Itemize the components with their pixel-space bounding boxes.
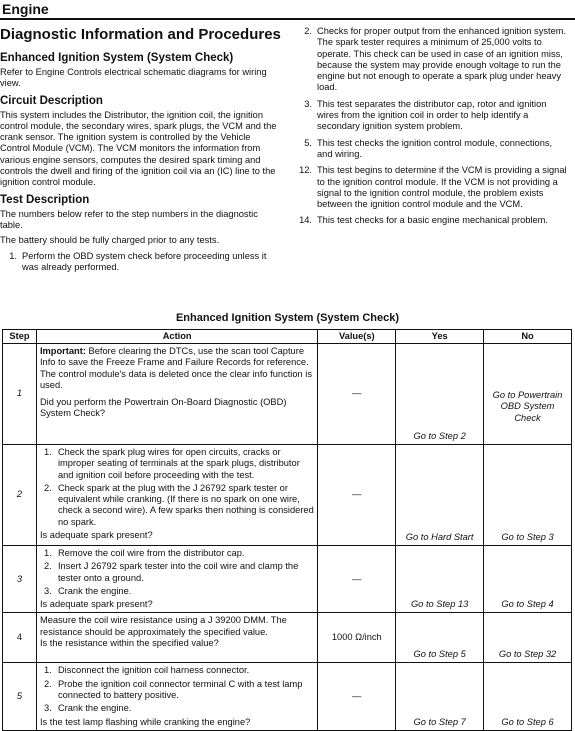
action-list <box>40 548 314 597</box>
action-item-number: 2. <box>43 678 52 689</box>
action-question: Is adequate spark present? <box>39 530 153 541</box>
item-text: This test begins to determine if the VCM is providing a signal to the ignition control module. If the VCM is not providing a signal to the ignition control module, the problem exists between the ignition control module and the VCM. <box>317 165 567 210</box>
no-cell: Go to Step 6 <box>484 663 572 730</box>
item-number: 12. <box>299 165 312 176</box>
action-question: Is the test lamp flashing while cranking the engine? <box>39 716 251 727</box>
no-cell: Go to Step 4 <box>484 546 572 613</box>
action-cell <box>36 613 317 663</box>
circuit-text: This system includes the Distributor, the ignition coil, the ignition control module, the secondary wires, spark plugs, the VCM and the crank sensor. The ignition system is controlled by the Vehicle Control Module (VCM). The VCM monitors the information from various engine sensors, computes the desired spark timing and controls the dwell and firing of the ignition coil via an (IC) line to the ignition control module. <box>0 109 277 188</box>
action-text: Measure the coil wire resistance using a J 39200 DMM. The resistance should be approximately the specified value. <box>39 615 287 637</box>
step-number: 3 <box>3 546 37 613</box>
section-header <box>0 0 575 20</box>
action-item-text: Remove the coil wire from the distributor cap. <box>57 548 245 558</box>
action-item-number: 2. <box>43 561 52 572</box>
action-item <box>40 447 314 481</box>
action-item <box>40 483 314 528</box>
circuit-heading: Circuit Description <box>0 94 103 107</box>
right-step-list <box>295 26 567 227</box>
yes-cell: Go to Step 7 <box>396 663 484 730</box>
table-row <box>3 663 572 730</box>
no-cell: Go to Step 32 <box>484 613 572 663</box>
no-cell: Go to Step 3 <box>484 445 572 546</box>
col-header-no: No <box>484 330 572 344</box>
action-cell <box>36 445 317 546</box>
item-number: 2. <box>304 26 312 36</box>
item-number: 1. <box>9 250 17 261</box>
action-item <box>40 679 314 702</box>
step-number: 5 <box>3 663 37 730</box>
value-cell: 1000 Ω/inch <box>318 613 396 663</box>
left-column <box>0 26 282 278</box>
action-item <box>40 703 314 714</box>
no-cell: Go to Powertrain OBD System Check <box>484 344 572 445</box>
action-item <box>40 665 314 676</box>
item-text: This test checks for a basic engine mechanical problem. <box>317 215 548 226</box>
action-item <box>40 561 314 584</box>
action-list <box>40 665 314 714</box>
important-label: Important: <box>39 346 86 356</box>
page-title: Diagnostic Information and Procedures <box>0 26 281 43</box>
list-item <box>0 251 282 274</box>
table-header-row <box>3 330 572 344</box>
list-item <box>295 165 567 210</box>
value-cell: — <box>318 445 396 546</box>
table-row <box>3 445 572 546</box>
action-item-number: 3. <box>43 703 52 714</box>
action-item-text: Crank the engine. <box>57 585 132 596</box>
action-item <box>40 548 314 559</box>
intro-text: Refer to Engine Controls electrical schematic diagrams for wiring view. <box>0 67 267 89</box>
item-text: Perform the OBD system check before proceeding unless it was already performed. <box>22 250 267 272</box>
action-item <box>40 586 314 597</box>
action-item-text: Check spark at the plug with the J 26792 spark tester or equivalent while cranking. (If there is no spark on one wire, check a second wire). A few sparks then nothing is considered no spark. <box>57 482 314 527</box>
diagnostic-table <box>2 329 572 731</box>
action-item-text: Insert J 26792 spark tester into the coil wire and clamp the tester onto a ground. <box>57 561 299 583</box>
action-item-text: Disconnect the ignition coil harness connector. <box>57 665 250 676</box>
yes-cell: Go to Step 2 <box>396 344 484 445</box>
value-cell: — <box>318 663 396 730</box>
action-list <box>40 447 314 528</box>
action-item-number: 2. <box>43 482 52 493</box>
yes-cell: Go to Step 5 <box>396 613 484 663</box>
action-question: Is adequate spark present? <box>39 599 153 610</box>
value-cell: — <box>318 546 396 613</box>
list-item <box>295 26 567 94</box>
list-item <box>295 215 567 226</box>
table-row <box>3 613 572 663</box>
action-item-text: Crank the engine. <box>57 703 132 714</box>
test-text-2: The battery should be fully charged prior to any tests. <box>0 235 220 246</box>
action-item-text: Check the spark plug wires for open circuits, cracks or improper seating of terminals at the spark plugs, distributor and ignition coil before proceeding with the test. <box>57 447 300 480</box>
list-item <box>295 138 567 161</box>
action-cell <box>36 546 317 613</box>
important-note <box>40 346 314 391</box>
section-title: Engine <box>2 1 49 17</box>
step-number: 2 <box>3 445 37 546</box>
test-heading: Test Description <box>0 193 90 206</box>
value-cell: — <box>318 344 396 445</box>
action-item-number: 1. <box>43 665 52 676</box>
action-item-number: 1. <box>43 447 52 457</box>
item-number: 3. <box>304 98 312 109</box>
action-question: Is the resistance within the specified value? <box>39 638 219 649</box>
action-item-number: 1. <box>43 548 52 558</box>
table-row <box>3 546 572 613</box>
step-number: 1 <box>3 344 37 445</box>
table-title: Enhanced Ignition System (System Check) <box>175 312 400 324</box>
yes-cell: Go to Hard Start <box>396 445 484 546</box>
table-row <box>3 344 572 445</box>
action-item-number: 3. <box>43 585 52 596</box>
action-item-text: Probe the ignition coil connector terminal C with a test lamp connected to battery positive. <box>57 678 303 701</box>
important-text: Before clearing the DTCs, use the scan tool Capture Info to save the Freeze Frame and Failure Records for reference. The control module's data is deleted once the clear info function is used. <box>39 346 313 390</box>
col-header-values: Value(s) <box>318 330 396 344</box>
item-number: 14. <box>299 215 312 226</box>
step-number: 4 <box>3 613 37 663</box>
procedure-subtitle: Enhanced Ignition System (System Check) <box>0 52 234 64</box>
item-text: Checks for proper output from the enhanced ignition system. The spark tester requires a minimum of 25,000 volts to operate. This check can be used in case of an ignition miss, because the system may provide enough voltage to run the engine but not enough to operate a spark plug under heavy load. <box>317 26 567 93</box>
right-column <box>295 26 567 232</box>
col-header-step: Step <box>3 330 37 344</box>
action-cell <box>36 663 317 730</box>
col-header-yes: Yes <box>396 330 484 344</box>
action-question: Did you perform the Powertrain On-Board Diagnostic (OBD) System Check? <box>39 397 287 419</box>
yes-cell: Go to Step 13 <box>396 546 484 613</box>
list-item <box>295 99 567 133</box>
test-text-1: The numbers below refer to the step numbers in the diagnostic table. <box>0 208 258 230</box>
col-header-action: Action <box>36 330 317 344</box>
item-text: This test separates the distributor cap, rotor and ignition wires from the ignition coil in order to help identify a secondary ignition system problem. <box>317 98 547 132</box>
left-step-list <box>0 251 282 274</box>
item-number: 5. <box>304 137 312 148</box>
item-text: This test checks the ignition control module, connections, and wiring. <box>317 137 553 159</box>
action-cell <box>36 344 317 445</box>
